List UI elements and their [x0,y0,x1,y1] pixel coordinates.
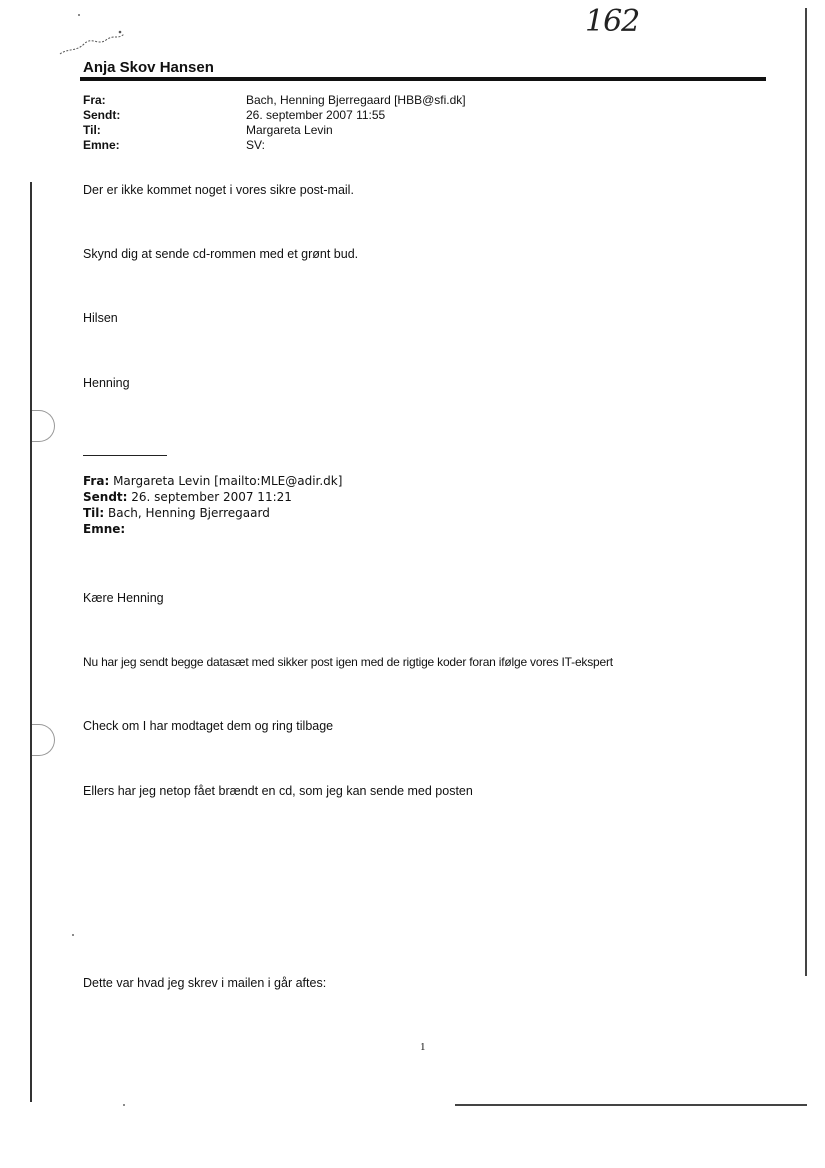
mailbox-owner-name: Anja Skov Hansen [83,59,214,76]
header-subject-label: Emne: [83,138,120,152]
forwarded-from-label: Fra: [83,474,110,488]
forwarded-paragraph: Dette var hvad jeg skrev i mailen i går aftes: [83,976,327,990]
header-sent-label: Sendt: [83,108,121,122]
forwarded-greeting: Kære Henning [83,591,164,605]
header-from-value: Bach, Henning Bjerregaard [HBB@sfi.dk] [246,93,466,107]
forwarded-sent-value: 26. september 2007 11:21 [131,490,292,504]
header-sent-value: 26. september 2007 11:55 [246,108,386,122]
forward-separator [83,455,167,456]
body-signature: Henning [83,376,130,390]
header-from-label: Fra: [83,93,106,107]
body-paragraph: Der er ikke kommet noget i vores sikre post-mail. [83,183,354,197]
header-subject-value: SV: [246,138,265,152]
header-rule [80,77,766,81]
forwarded-to-line [83,505,270,521]
forwarded-from-value: Margareta Levin [mailto:MLE@adir.dk] [113,474,343,488]
forwarded-paragraph: Ellers har jeg netop fået brændt en cd, som jeg kan sende med posten [83,784,473,798]
page-number: 1 [420,1041,426,1053]
header-to-label: Til: [83,123,101,137]
forwarded-sent-label: Sendt: [83,490,128,504]
forwarded-paragraph: Check om I har modtaget dem og ring tilbage [83,719,334,733]
body-greeting: Hilsen [83,311,118,325]
forwarded-to-value: Bach, Henning Bjerregaard [108,506,270,520]
punch-hole [32,724,55,756]
forwarded-sent-line [83,489,292,505]
body-paragraph: Skynd dig at sende cd-rommen med et grønt bud. [83,247,359,261]
forwarded-subject-line [83,521,125,537]
forwarded-paragraph: Nu har jeg sendt begge datasæt med sikker post igen med de rigtige koder foran ifølge vores IT-ekspert [83,655,613,669]
scan-speck [123,1104,125,1106]
forwarded-from-line [83,473,342,489]
forwarded-subject-label: Emne: [83,522,126,536]
scan-left-border [30,182,32,1102]
handwritten-page-mark: 162 [585,4,640,39]
forwarded-to-label: Til: [83,506,105,520]
scan-right-border [805,8,807,976]
scan-bottom-rule [455,1104,807,1106]
header-to-value: Margareta Levin [246,123,333,137]
scan-speck [78,14,80,16]
punch-hole [32,410,55,442]
scan-speck [72,934,74,936]
